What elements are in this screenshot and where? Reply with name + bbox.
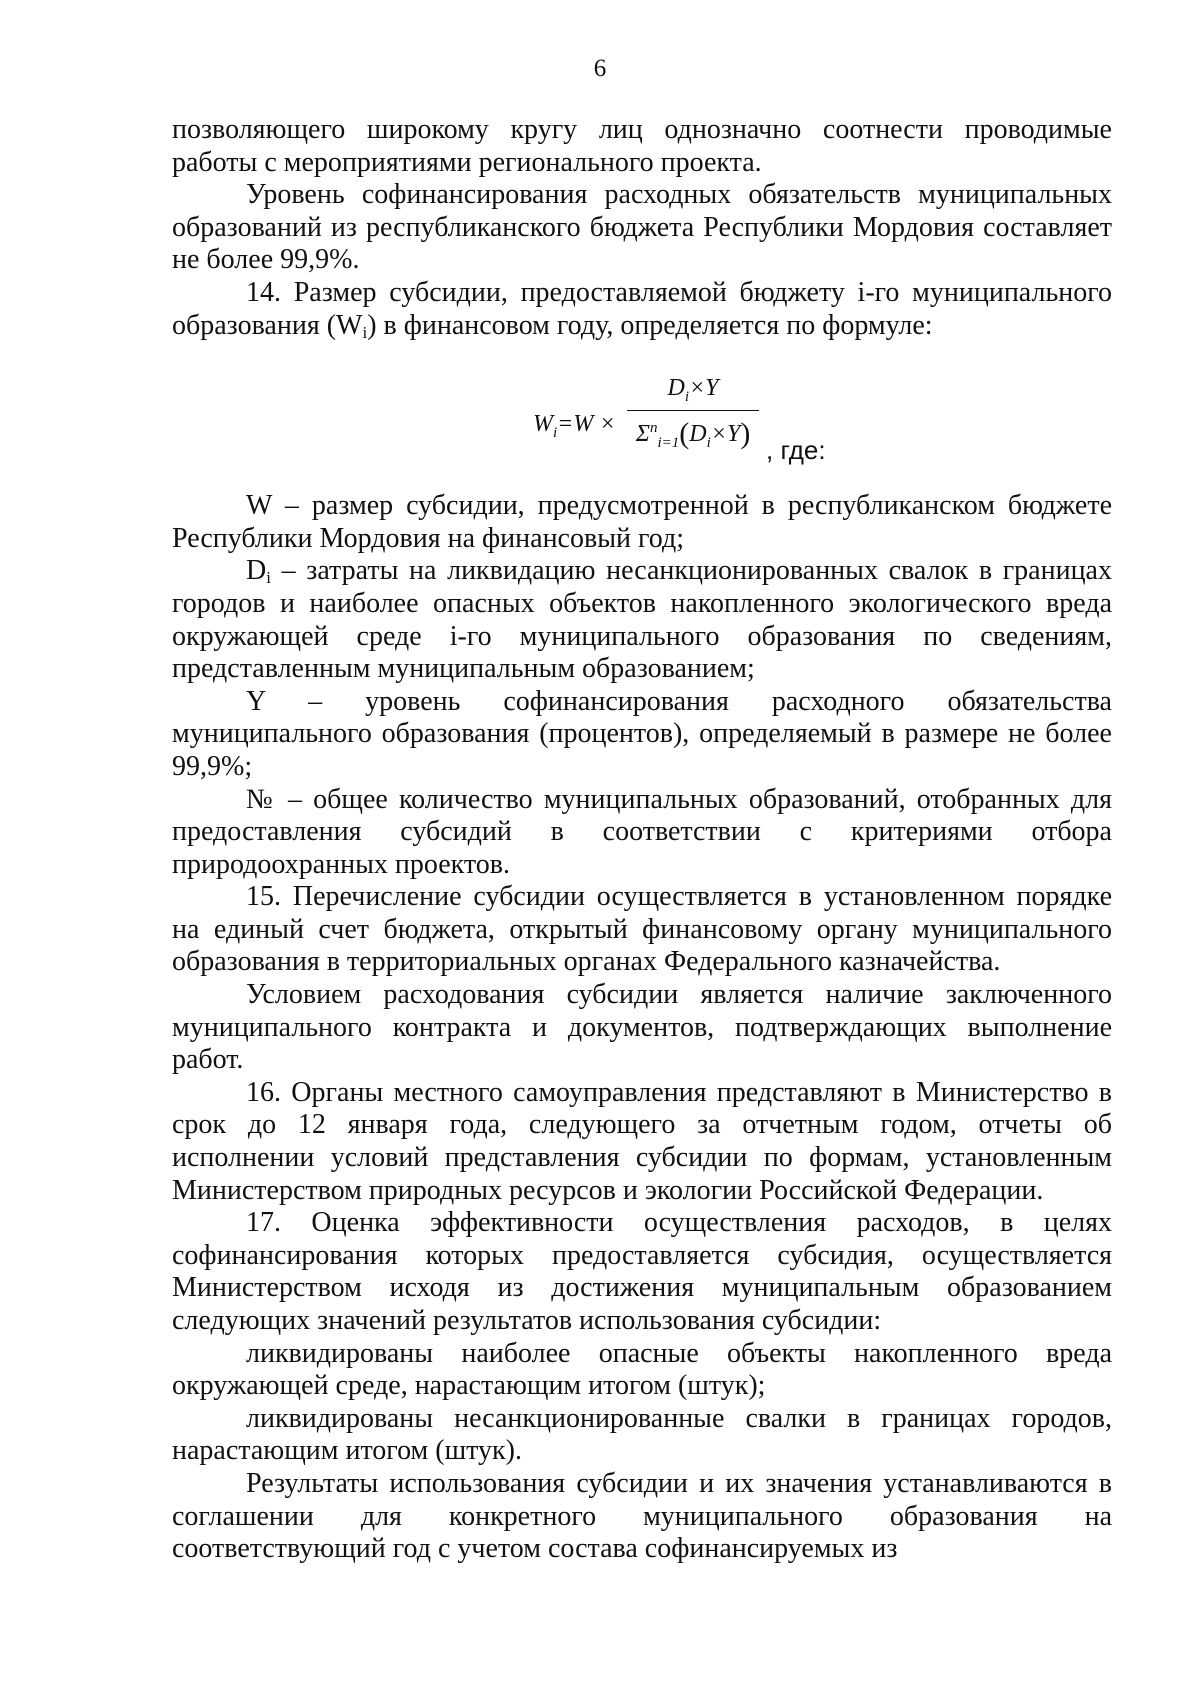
formula-open-paren: ( (679, 417, 690, 451)
formula-lhs-sub: i (553, 424, 558, 441)
formula-num-var: D (667, 375, 685, 402)
paragraph-clause-17: 17. Оценка эффективности осуществления расходов, в целях софинансирования которых предоставляется субсидия, осуществляется Министерством исходя из достижения муниципальным образованием следующих значений результатов использования субсидии: (172, 1207, 1112, 1336)
paragraph-clause-15: 15. Перечисление субсидии осуществляется в установленном порядке на единый счет бюджета, открытый финансовому органу муниципального образования в территориальных органах Федерального казначейства. (172, 881, 1112, 978)
paragraph-def-d (172, 555, 1112, 685)
clause-14-subscript: i (362, 322, 368, 342)
formula-lhs-var: W (533, 411, 553, 438)
formula-num-rest: ×Y (688, 375, 719, 402)
formula-den-var: D (689, 421, 707, 448)
paragraph-results-agreement: Результаты использования субсидии и их значения устанавливаются в соглашении для конкретного муниципального образования на соответствующий год с учетом состава софинансируемых из (172, 1467, 1112, 1565)
page-number: 6 (593, 55, 607, 82)
formula-lhs (533, 408, 616, 441)
paragraph-cofinancing-level: Уровень софинансирования расходных обязательств муниципальных образований из республиканского бюджета Республики Мордовия составляет не более 99,9%. (172, 179, 1112, 276)
formula-block (172, 342, 1112, 490)
fraction-bar (627, 410, 759, 411)
paragraph-spending-condition: Условием расходования субсидии является наличие заключенного муниципального контракта и документов, подтверждающих выполнение работ. (172, 979, 1112, 1076)
formula-sigma: Σ (635, 421, 650, 448)
document-body (172, 114, 1112, 1566)
def-d-prefix: D (246, 555, 267, 587)
formula-den-sub: i (706, 434, 711, 451)
formula-where: , где: (766, 435, 826, 466)
formula-sum-sup: n (649, 420, 658, 437)
formula-sum-sub: i=1 (657, 434, 680, 451)
paragraph-clause-14 (172, 277, 1112, 342)
clause-14-text-start: 14. Размер субсидии, предоставляемой бюджету i-го муниципального образования (W (172, 276, 1112, 341)
def-d-text: – затраты на ликвидацию несанкционированных свалок в границах городов и наиболее опасных объектов накопленного экологического вреда окружающей среде i-го муниципального образования по сведениям, представленным муниципальным образованием; (172, 555, 1112, 685)
formula-close-paren: ) (740, 417, 751, 451)
formula-equals-expr: =W × (557, 411, 616, 438)
formula-den-rest: ×Y (710, 421, 741, 448)
formula-numerator (627, 372, 759, 405)
formula-num-sub: i (684, 388, 689, 405)
paragraph-def-y: Y – уровень софинансирования расходного обязательства муниципального образования (процентов), определяемый в размере не более 99,9%; (172, 685, 1112, 782)
formula-denominator (627, 418, 759, 451)
paragraph-result-objects: ликвидированы наиболее опасные объекты накопленного вреда окружающей среде, нарастающим итогом (штук); (172, 1337, 1112, 1402)
clause-14-text-end: ) в финансовом году, определяется по формуле: (367, 309, 933, 341)
paragraph-def-n: № – общее количество муниципальных образований, отобранных для предоставления субсидий в соответствии с критериями отбора природоохранных проектов. (172, 783, 1112, 880)
subsidy-formula (533, 370, 773, 470)
paragraph-def-w: W – размер субсидии, предусмотренной в республиканском бюджете Республики Мордовия на финансовый год; (172, 490, 1112, 554)
paragraph-continuation: позволяющего широкому кругу лиц однозначно соотнести проводимые работы с мероприятиями регионального проекта. (172, 114, 1112, 178)
def-d-subscript: i (266, 568, 271, 588)
paragraph-clause-16: 16. Органы местного самоуправления представляют в Министерство в срок до 12 января года, следующего за отчетным годом, отчеты об исполнении условий представления субсидии по формам, установленным Министерством природных ресурсов и экологии Российской Федерации. (172, 1076, 1112, 1206)
paragraph-result-dumps: ликвидированы несанкционированные свалки в границах городов, нарастающим итогом (штук). (172, 1402, 1112, 1467)
formula-fraction (627, 370, 759, 466)
